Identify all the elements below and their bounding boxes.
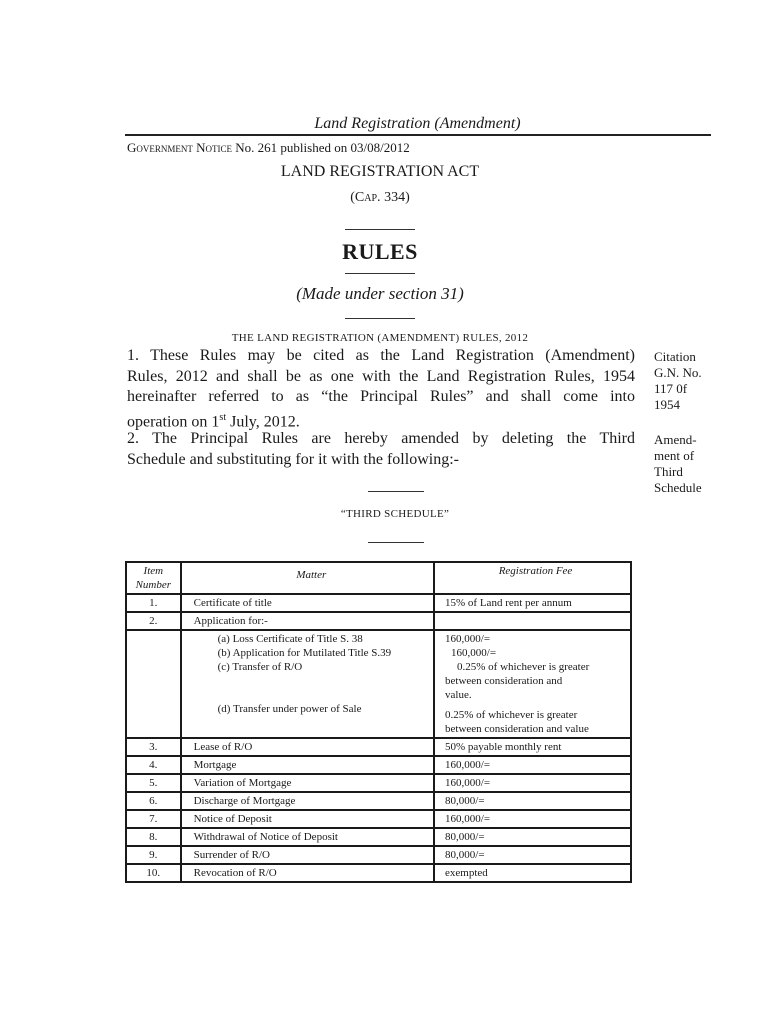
sub-fee-b: 160,000/= [451, 647, 497, 659]
table-row [126, 846, 631, 864]
row-number: 2. [126, 612, 181, 630]
table-row [126, 738, 631, 756]
row-number: 8. [126, 828, 181, 846]
row-fee: 80,000/= [434, 792, 631, 810]
sub-fee-c-line: between consideration and [445, 675, 563, 687]
row-number: 10. [126, 864, 181, 882]
row-fee [434, 612, 631, 630]
row-number: 6. [126, 792, 181, 810]
header-matter: Matter [181, 562, 434, 594]
margin-note-line: Schedule [654, 480, 702, 495]
rules-caps-title: THE LAND REGISTRATION (AMENDMENT) RULES, 2012 [231, 332, 529, 344]
act-title: LAND REGISTRATION ACT [280, 163, 480, 180]
divider-rule [368, 491, 424, 492]
divider-rule [345, 229, 415, 230]
cap-suffix: 334) [380, 190, 410, 205]
margin-note-line: ment of [654, 448, 695, 463]
margin-note-line: 117 0f [654, 381, 688, 396]
table-row-sub-items [126, 630, 631, 738]
row-number: 9. [126, 846, 181, 864]
sub-item-c: (c) Transfer of R/O [217, 661, 303, 673]
row-number: 5. [126, 774, 181, 792]
paragraph-line: 2. The Principal Rules are hereby amended by deleting the Third [127, 430, 635, 447]
row-matter: Surrender of R/O [181, 846, 434, 864]
sub-fee-d-line: 0.25% of whichever is greater [445, 709, 578, 721]
row-fee: 50% payable monthly rent [434, 738, 631, 756]
row-number: 4. [126, 756, 181, 774]
paragraph-line: Rules, 2012 and shall be as one with the Land Registration Rules, 1954 [127, 367, 635, 385]
row-matter: Application for:- [181, 612, 434, 630]
row-matter: Mortgage [181, 756, 434, 774]
government-notice [127, 140, 410, 156]
sub-item-a: (a) Loss Certificate of Title S. 38 [217, 633, 363, 645]
divider-rule [345, 273, 415, 274]
table-row [126, 828, 631, 846]
table-row [126, 810, 631, 828]
paragraph-line: 1. These Rules may be cited as the Land Registration (Amendment) [127, 347, 635, 364]
divider-rule [345, 318, 415, 319]
row-fee: 160,000/= [434, 774, 631, 792]
margin-note-line: G.N. No. [654, 365, 702, 380]
row-matter: Certificate of title [181, 594, 434, 612]
table-row [126, 594, 631, 612]
row-number [126, 630, 181, 738]
made-under-section: (Made under section 31) [296, 284, 464, 303]
margin-note-line: Third [654, 464, 683, 479]
row-matter: Withdrawal of Notice of Deposit [181, 828, 434, 846]
paragraph-line: Schedule and substituting for it with the following:- [127, 450, 459, 468]
header-text: Number [135, 579, 172, 591]
header-item-number [126, 562, 181, 594]
running-head: Land Registration (Amendment) [314, 115, 521, 132]
row-matter: Lease of R/O [181, 738, 434, 756]
row-matter: Notice of Deposit [181, 810, 434, 828]
table-row [126, 756, 631, 774]
row-fee: 80,000/= [434, 846, 631, 864]
row-number: 7. [126, 810, 181, 828]
header-text: Item [143, 565, 164, 577]
margin-note-citation [654, 349, 724, 413]
margin-note-line: Amend- [654, 432, 697, 447]
divider-rule [368, 542, 424, 543]
table-row [126, 774, 631, 792]
chapter-reference [125, 190, 635, 206]
row-fee: exempted [434, 864, 631, 882]
row-fee-subitems [434, 630, 631, 738]
row-fee: 15% of Land rent per annum [434, 594, 631, 612]
table-row [126, 612, 631, 630]
paragraph-citation [127, 346, 635, 432]
sub-fee-a: 160,000/= [445, 633, 491, 645]
notice-text: No. 261 published on 03/08/2012 [235, 140, 410, 155]
sub-item-b: (b) Application for Mutilated Title S.39 [217, 647, 392, 659]
row-number: 1. [126, 594, 181, 612]
margin-note-line: 1954 [654, 397, 680, 412]
ordinal-suffix: st [219, 411, 227, 423]
rules-title: RULES [342, 239, 418, 264]
sub-fee-d-line: between consideration and value [445, 723, 589, 735]
schedule-title: “THIRD SCHEDULE” [340, 508, 450, 520]
table-row [126, 864, 631, 882]
row-matter-subitems [181, 630, 434, 738]
schedule-table [125, 561, 632, 883]
cap-prefix: (Cap. [350, 190, 381, 205]
notice-prefix: Government Notice [127, 140, 233, 155]
margin-note-amendment [654, 432, 724, 496]
header-rule [125, 134, 711, 136]
sub-fee-c-line: 0.25% of whichever is greater [457, 661, 590, 673]
row-fee: 80,000/= [434, 828, 631, 846]
table-row [126, 792, 631, 810]
paragraph-text: operation on 1 [127, 412, 220, 430]
row-matter: Variation of Mortgage [181, 774, 434, 792]
row-fee: 160,000/= [434, 756, 631, 774]
row-number: 3. [126, 738, 181, 756]
row-fee: 160,000/= [434, 810, 631, 828]
paragraph-text: July, 2012. [226, 412, 300, 430]
sub-fee-c-line: value. [445, 689, 472, 701]
row-matter: Revocation of R/O [181, 864, 434, 882]
table-header-row [126, 562, 631, 594]
header-registration-fee: Registration Fee [434, 562, 631, 594]
row-matter: Discharge of Mortgage [181, 792, 434, 810]
paragraph-line: hereinafter referred to as “the Principal Rules” and shall come into [127, 388, 635, 405]
paragraph-amendment [127, 429, 635, 470]
margin-note-line: Citation [654, 349, 696, 364]
sub-item-d: (d) Transfer under power of Sale [217, 703, 362, 715]
